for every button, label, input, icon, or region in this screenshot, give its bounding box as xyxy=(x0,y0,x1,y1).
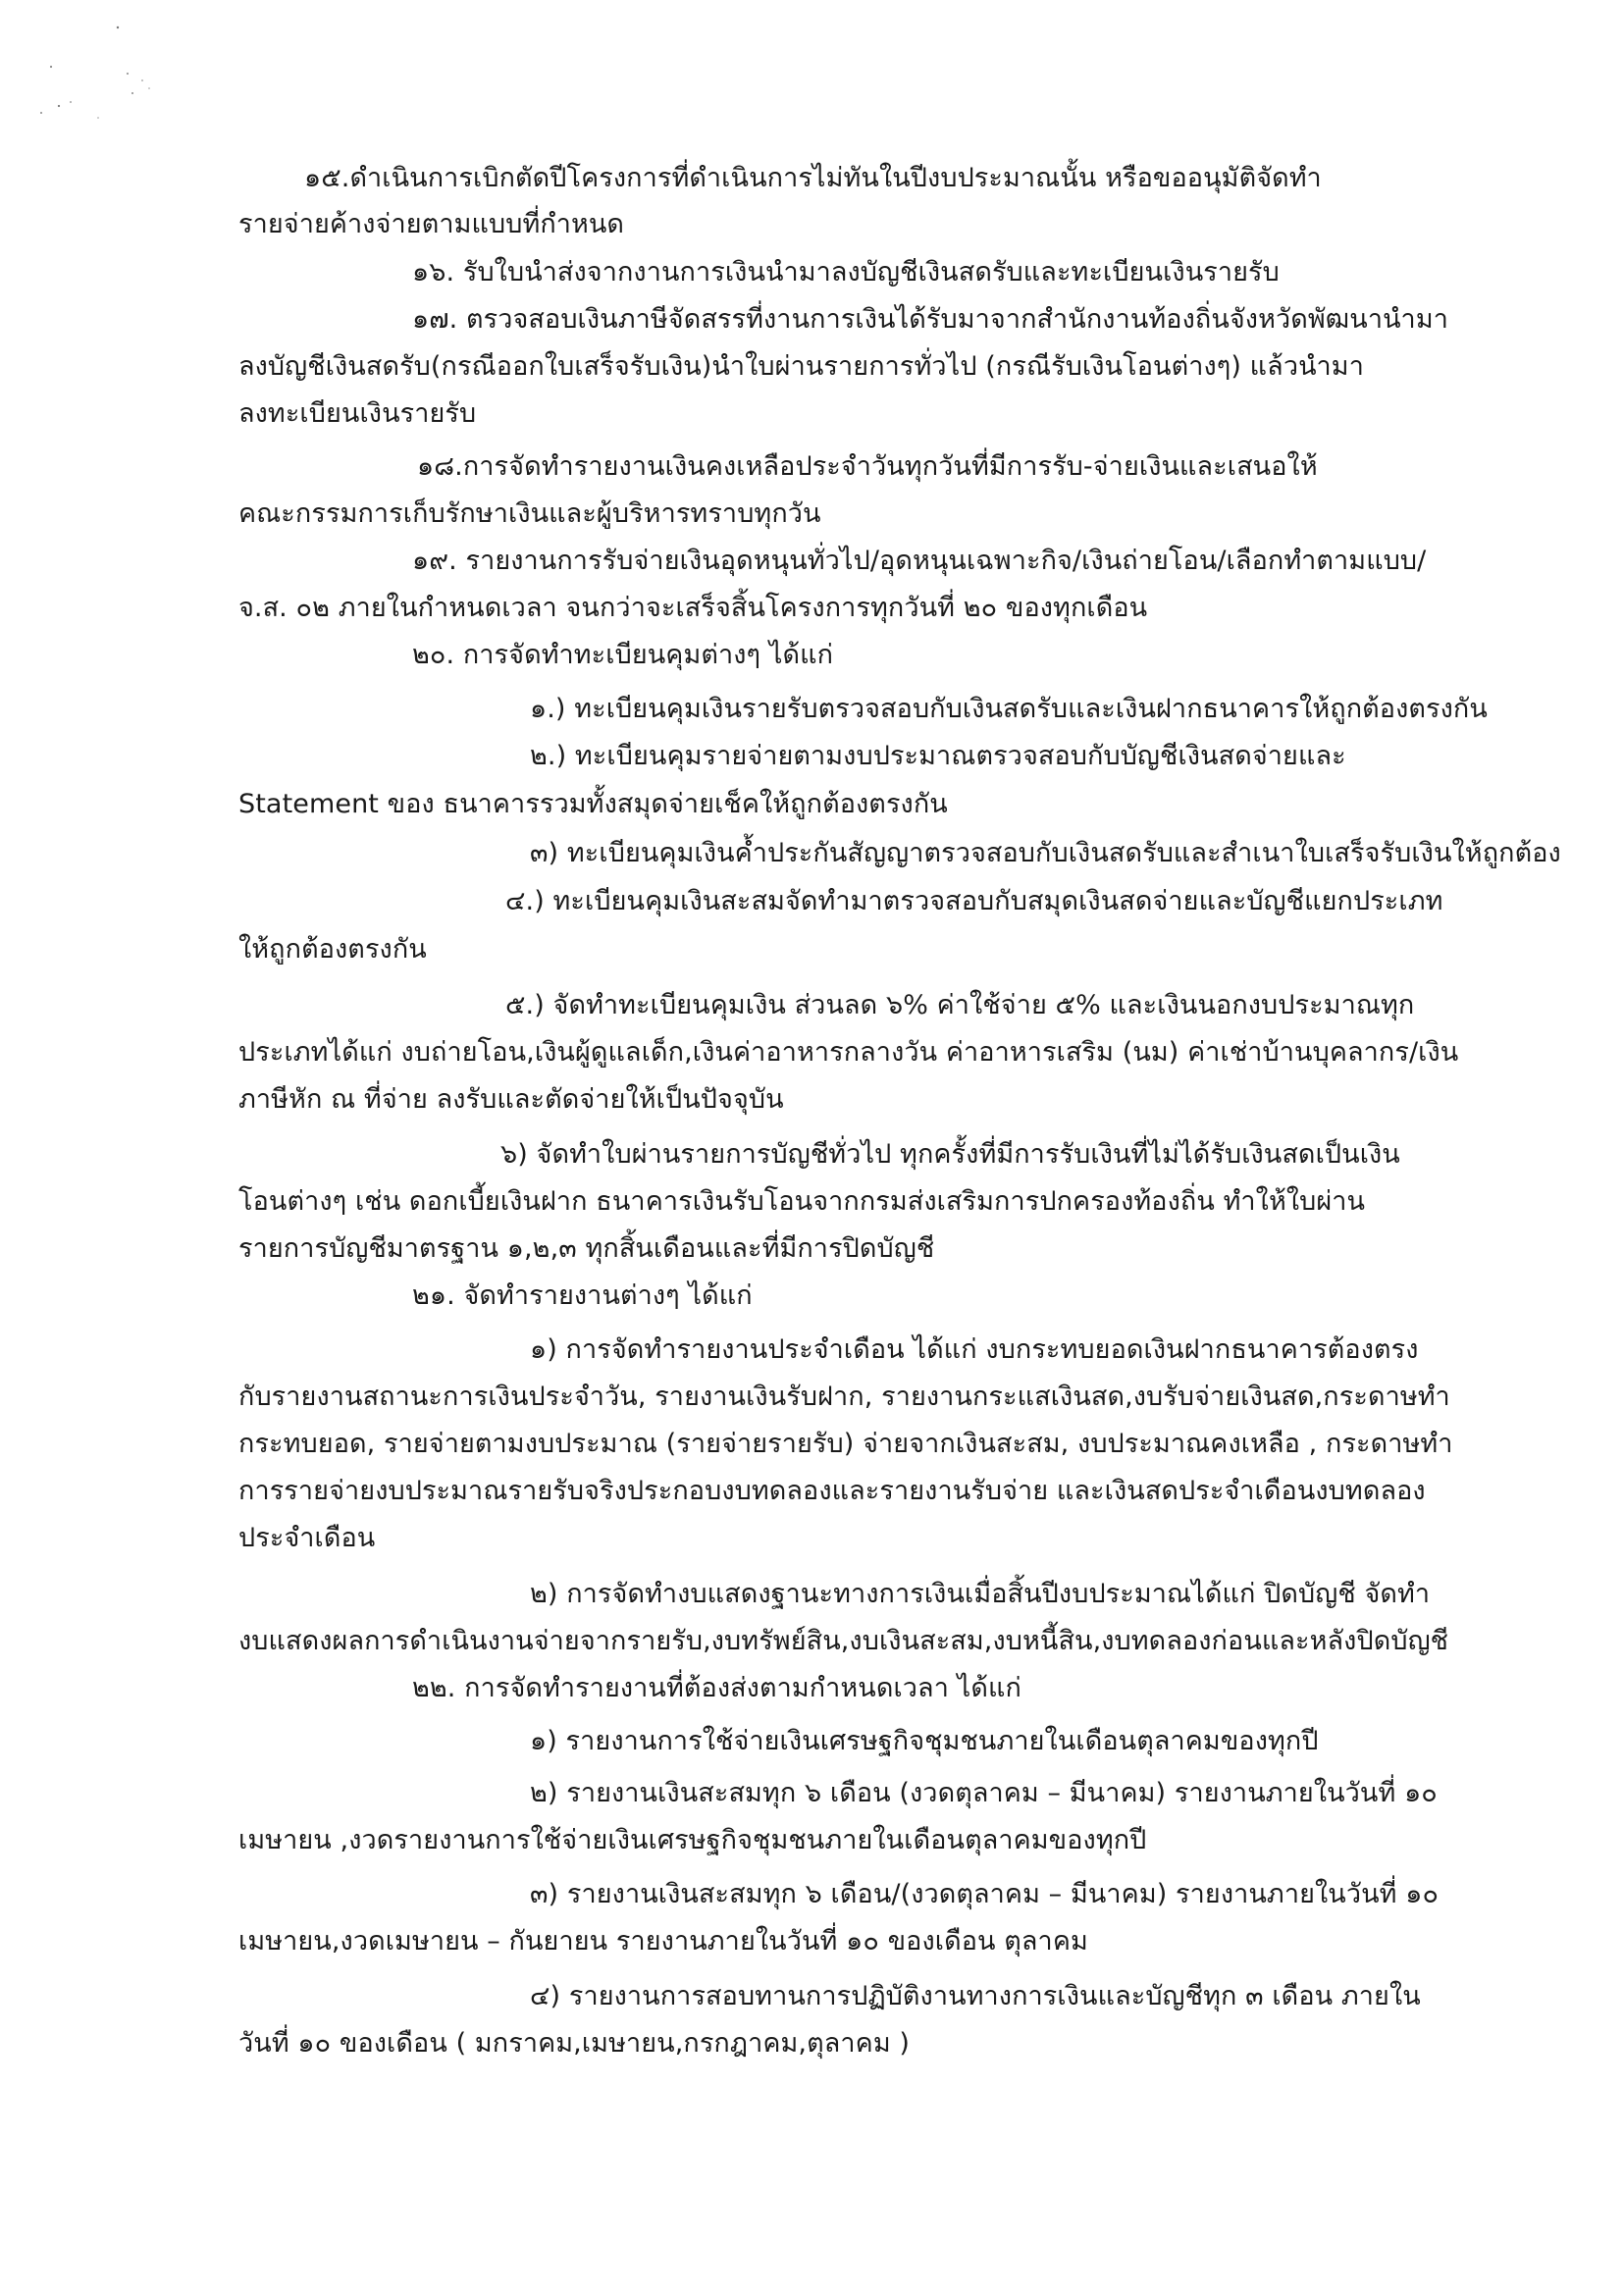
item-17-line-3: ลงทะเบียนเงินรายรับ xyxy=(238,398,477,429)
item-22-sub-2-line-1: ๒) รายงานเงินสะสมทุก ๖ เดือน (งวดตุลาคม – มีนาคม) รายงานภายในวันที่ ๑๐ xyxy=(530,1778,1438,1808)
item-22-sub-4-line-2: วันที่ ๑๐ ของเดือน ( มกราคม,เมษายน,กรกฎาคม,ตุลาคม ) xyxy=(238,2028,911,2059)
item-18-line-1: ๑๘.การจัดทำรายงานเงินคงเหลือประจำวันทุกวันที่มีการรับ-จ่ายเงินและเสนอให้ xyxy=(417,451,1318,482)
item-22-heading: ๒๒. การจัดทำรายงานที่ต้องส่งตามกำหนดเวลา ได้แก่ xyxy=(412,1673,1021,1703)
item-20-sub-4-line-1: ๔.) ทะเบียนคุมเงินสะสมจัดทำมาตรวจสอบกับสมุดเงินสดจ่ายและบัญชีแยกประเภท xyxy=(505,886,1443,916)
item-21-sub-1-line-1: ๑) การจัดทำรายงานประจำเดือน ได้แก่ งบกระทบยอดเงินฝากธนาคารต้องตรง xyxy=(530,1334,1419,1365)
item-20-sub-5-line-1: ๕.) จัดทำทะเบียนคุมเงิน ส่วนลด ๖% ค่าใช้จ่าย ๕% และเงินนอกงบประมาณทุก xyxy=(505,990,1415,1020)
item-21-sub-2-line-2: งบแสดงผลการดำเนินงานจ่ายจากรายรับ,งบทรัพย์สิน,งบเงินสะสม,งบหนี้สิน,งบทดลองก่อนและหลังปิดบัญชี xyxy=(238,1626,1449,1656)
item-19-line-2: จ.ส. ๐๒ ภายในกำหนดเวลา จนกว่าจะเสร็จสิ้นโครงการทุกวันที่ ๒๐ ของทุกเดือน xyxy=(238,593,1148,623)
item-21-sub-1-line-3: กระทบยอด, รายจ่ายตามงบประมาณ (รายจ่ายรายรับ) จ่ายจากเงินสะสม, งบประมาณคงเหลือ , กระดาษทำ xyxy=(238,1429,1453,1459)
item-20-sub-1: ๑.) ทะเบียนคุมเงินรายรับตรวจสอบกับเงินสดรับและเงินฝากธนาคารให้ถูกต้องตรงกัน xyxy=(530,694,1488,724)
item-22-sub-3-line-1: ๓) รายงานเงินสะสมทุก ๖ เดือน/(งวดตุลาคม – มีนาคม) รายงานภายในวันที่ ๑๐ xyxy=(530,1879,1440,1909)
item-20-sub-5-line-3: ภาษีหัก ณ ที่จ่าย ลงรับและตัดจ่ายให้เป็นปัจจุบัน xyxy=(238,1084,784,1115)
item-22-sub-3-line-2: เมษายน,งวดเมษายน – กันยายน รายงานภายในวันที่ ๑๐ ของเดือน ตุลาคม xyxy=(238,1926,1088,1957)
item-15-line-2: รายจ่ายค้างจ่ายตามแบบที่กำหนด xyxy=(238,209,625,239)
item-20-sub-2-line-2: Statement ของ ธนาคารรวมทั้งสมุดจ่ายเช็คให้ถูกต้องตรงกัน xyxy=(238,789,948,819)
item-20-sub-4-line-2: ให้ถูกต้องตรงกัน xyxy=(238,934,427,965)
item-22-sub-1: ๑) รายงานการใช้จ่ายเงินเศรษฐกิจชุมชนภายในเดือนตุลาคมของทุกปี xyxy=(530,1726,1319,1756)
item-19-line-1: ๑๙. รายงานการรับจ่ายเงินอุดหนุนทั่วไป/อุดหนุนเฉพาะกิจ/เงินถ่ายโอน/เลือกทำตามแบบ/ xyxy=(412,546,1427,576)
item-20-sub-2-line-1: ๒.) ทะเบียนคุมรายจ่ายตามงบประมาณตรวจสอบกับบัญชีเงินสดจ่ายและ xyxy=(530,741,1346,771)
item-22-sub-4-line-1: ๔) รายงานการสอบทานการปฏิบัติงานทางการเงินและบัญชีทุก ๓ เดือน ภายใน xyxy=(530,1981,1421,2011)
item-21-heading: ๒๑. จัดทำรายงานต่างๆ ได้แก่ xyxy=(412,1280,753,1311)
item-21-sub-2-line-1: ๒) การจัดทำงบแสดงฐานะทางการเงินเมื่อสิ้นปีงบประมาณได้แก่ ปิดบัญชี จัดทำ xyxy=(530,1579,1431,1609)
item-16-line-1: ๑๖. รับใบนำส่งจากงานการเงินนำมาลงบัญชีเงินสดรับและทะเบียนเงินรายรับ xyxy=(412,257,1280,287)
item-21-sub-1-line-2: กับรายงานสถานะการเงินประจำวัน, รายงานเงินรับฝาก, รายงานกระแสเงินสด,งบรับจ่ายเงินสด,กระดาษทำ xyxy=(238,1382,1450,1412)
item-20-sub-5-line-2: ประเภทได้แก่ งบถ่ายโอน,เงินผู้ดูแลเด็ก,เงินค่าอาหารกลางวัน ค่าอาหารเสริม (นม) ค่าเช่าบ้านบุคลากร/เงิน xyxy=(238,1037,1459,1068)
item-20-sub-6-line-1: ๖) จัดทำใบผ่านรายการบัญชีทั่วไป ทุกครั้งที่มีการรับเงินที่ไม่ได้รับเงินสดเป็นเงิน xyxy=(500,1139,1400,1170)
item-20-sub-6-line-2: โอนต่างๆ เช่น ดอกเบี้ยเงินฝาก ธนาคารเงินรับโอนจากกรมส่งเสริมการปกครองท้องถิ่น ทำให้ใบผ่าน xyxy=(238,1186,1366,1217)
item-21-sub-1-line-4: การรายจ่ายงบประมาณรายรับจริงประกอบงบทดลองและรายงานรับจ่าย และเงินสดประจำเดือนงบทดลอง xyxy=(238,1476,1426,1506)
item-22-sub-2-line-2: เมษายน ,งวดรายงานการใช้จ่ายเงินเศรษฐกิจชุมชนภายในเดือนตุลาคมของทุกปี xyxy=(238,1825,1147,1855)
item-20-sub-6-line-3: รายการบัญชีมาตรฐาน ๑,๒,๓ ทุกสิ้นเดือนและที่มีการปิดบัญชี xyxy=(238,1233,935,1264)
item-18-line-2: คณะกรรมการเก็บรักษาเงินและผู้บริหารทราบทุกวัน xyxy=(238,498,821,529)
item-17-line-2: ลงบัญชีเงินสดรับ(กรณีออกใบเสร็จรับเงิน)นำใบผ่านรายการทั่วไป (กรณีรับเงินโอนต่างๆ) แล้วนำมา xyxy=(238,351,1364,382)
item-20-heading: ๒๐. การจัดทำทะเบียนคุมต่างๆ ได้แก่ xyxy=(412,640,834,670)
item-17-line-1: ๑๗. ตรวจสอบเงินภาษีจัดสรรที่งานการเงินได้รับมาจากสำนักงานท้องถิ่นจังหวัดพัฒนานำมา xyxy=(412,304,1448,335)
item-20-sub-3: ๓) ทะเบียนคุมเงินค้ำประกันสัญญาตรวจสอบกับเงินสดรับและสำเนาใบเสร็จรับเงินให้ถูกต้อง xyxy=(530,838,1561,868)
item-21-sub-1-line-5: ประจำเดือน xyxy=(238,1523,376,1553)
item-15-line-1: ๑๕.ดำเนินการเบิกตัดปีโครงการที่ดำเนินการไม่ทันในปีงบประมาณนั้น หรือขออนุมัติจัดทำ xyxy=(304,163,1322,193)
scan-specks xyxy=(39,20,157,128)
